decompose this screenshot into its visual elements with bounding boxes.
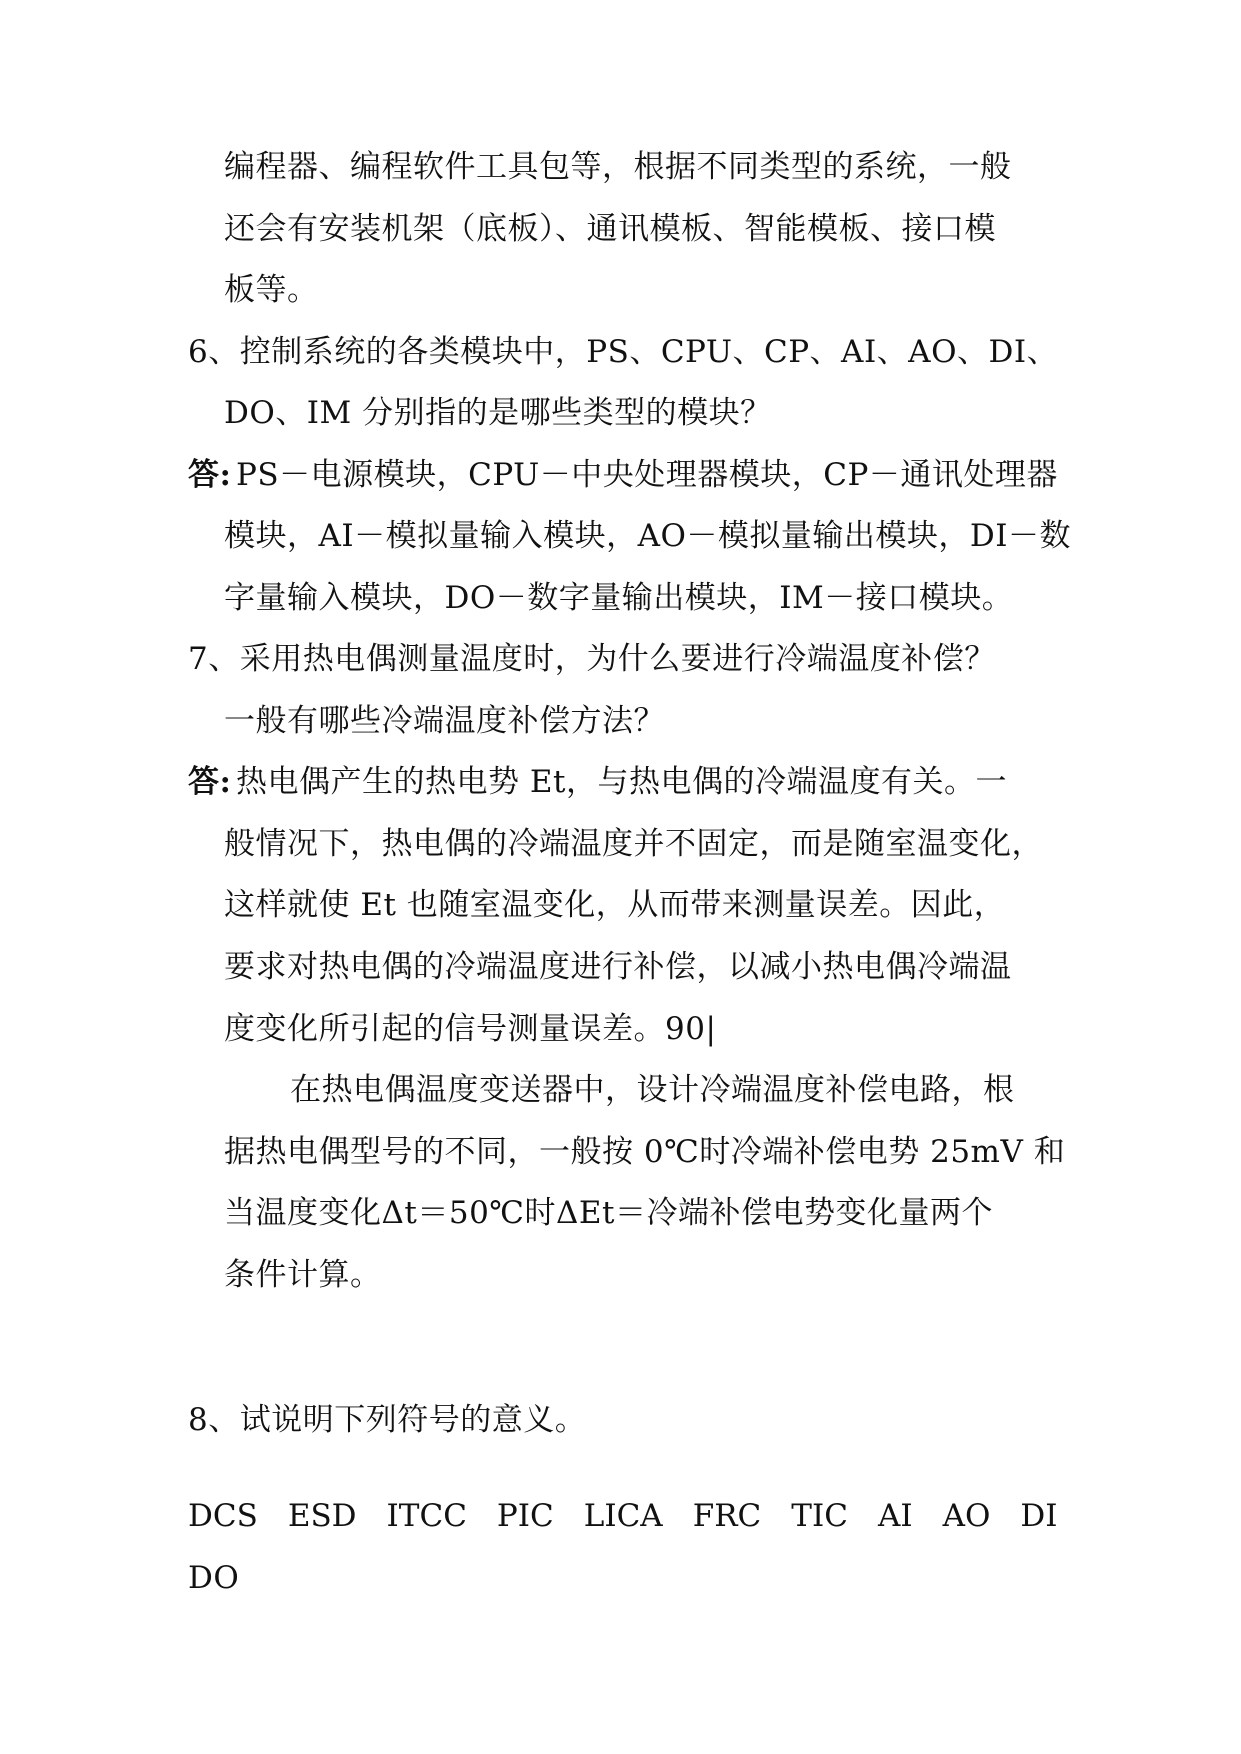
paragraph-line: 编程器、编程软件工具包等，根据不同类型的系统，一般 [224,149,1012,185]
answer-6-line: 字量输入模块，DO－数字量输出模块，IM－接口模块。 [224,580,1014,616]
question-7-line: 7、采用热电偶测量温度时，为什么要进行冷端温度补偿？ [188,641,996,677]
symbol-code: DCS [188,1498,258,1534]
answer-6-line: PS－电源模块，CPU－中央处理器模块，CP－通讯处理器 [236,457,1058,493]
symbol-code: AO [942,1498,991,1534]
question-6-line: 6、控制系统的各类模块中，PS、CPU、CP、AI、AO、DI、 [188,334,1059,370]
answer-7-line: 这样就使 Et 也随室温变化，从而带来测量误差。因此， [224,887,1006,923]
answer-7-line: 度变化所引起的信号测量误差。90| [224,1011,717,1047]
answer-label: 答: [188,457,232,493]
question-8-line: 8、试说明下列符号的意义。 [188,1402,587,1438]
symbol-code: ESD [287,1498,357,1534]
question-7-line: 一般有哪些冷端温度补偿方法？ [224,703,665,739]
answer-6-line: 模块，AI－模拟量输入模块，AO－模拟量输出模块，DI－数 [224,518,1072,554]
symbol-code: TIC [791,1498,848,1534]
symbol-code: PIC [496,1498,554,1534]
symbol-code-wrapped: DO [188,1560,240,1596]
answer-7-paragraph-line: 当温度变化Δt＝50℃时ΔEt＝冷端补偿电势变化量两个 [224,1195,993,1231]
answer-7-line: 般情况下，热电偶的冷端温度并不固定，而是随室温变化， [224,826,1043,862]
answer-7-line: 要求对热电偶的冷端温度进行补偿，以减小热电偶冷端温 [224,949,1012,985]
symbol-code: FRC [692,1498,762,1534]
symbol-code: LICA [583,1498,663,1534]
paragraph-line: 板等。 [224,272,319,308]
answer-7-paragraph-line: 在热电偶温度变送器中，设计冷端温度补偿电路，根 [290,1072,1015,1108]
answer-label: 答: [188,764,232,800]
paragraph-line: 还会有安装机架（底板）、通讯模板、智能模板、接口模 [224,211,996,247]
symbol-list [188,1496,1088,1536]
symbol-code: AI [877,1498,913,1534]
answer-7-paragraph-line: 据热电偶型号的不同，一般按 0℃时冷端补偿电势 25mV 和 [224,1134,1066,1170]
symbol-code: ITCC [386,1498,467,1534]
answer-7-line: 热电偶产生的热电势 Et，与热电偶的冷端温度有关。一 [236,764,1007,800]
symbol-code: DI [1020,1498,1058,1534]
question-6-line: DO、IM 分别指的是哪些类型的模块？ [224,395,772,431]
answer-7-paragraph-line: 条件计算。 [224,1257,382,1293]
